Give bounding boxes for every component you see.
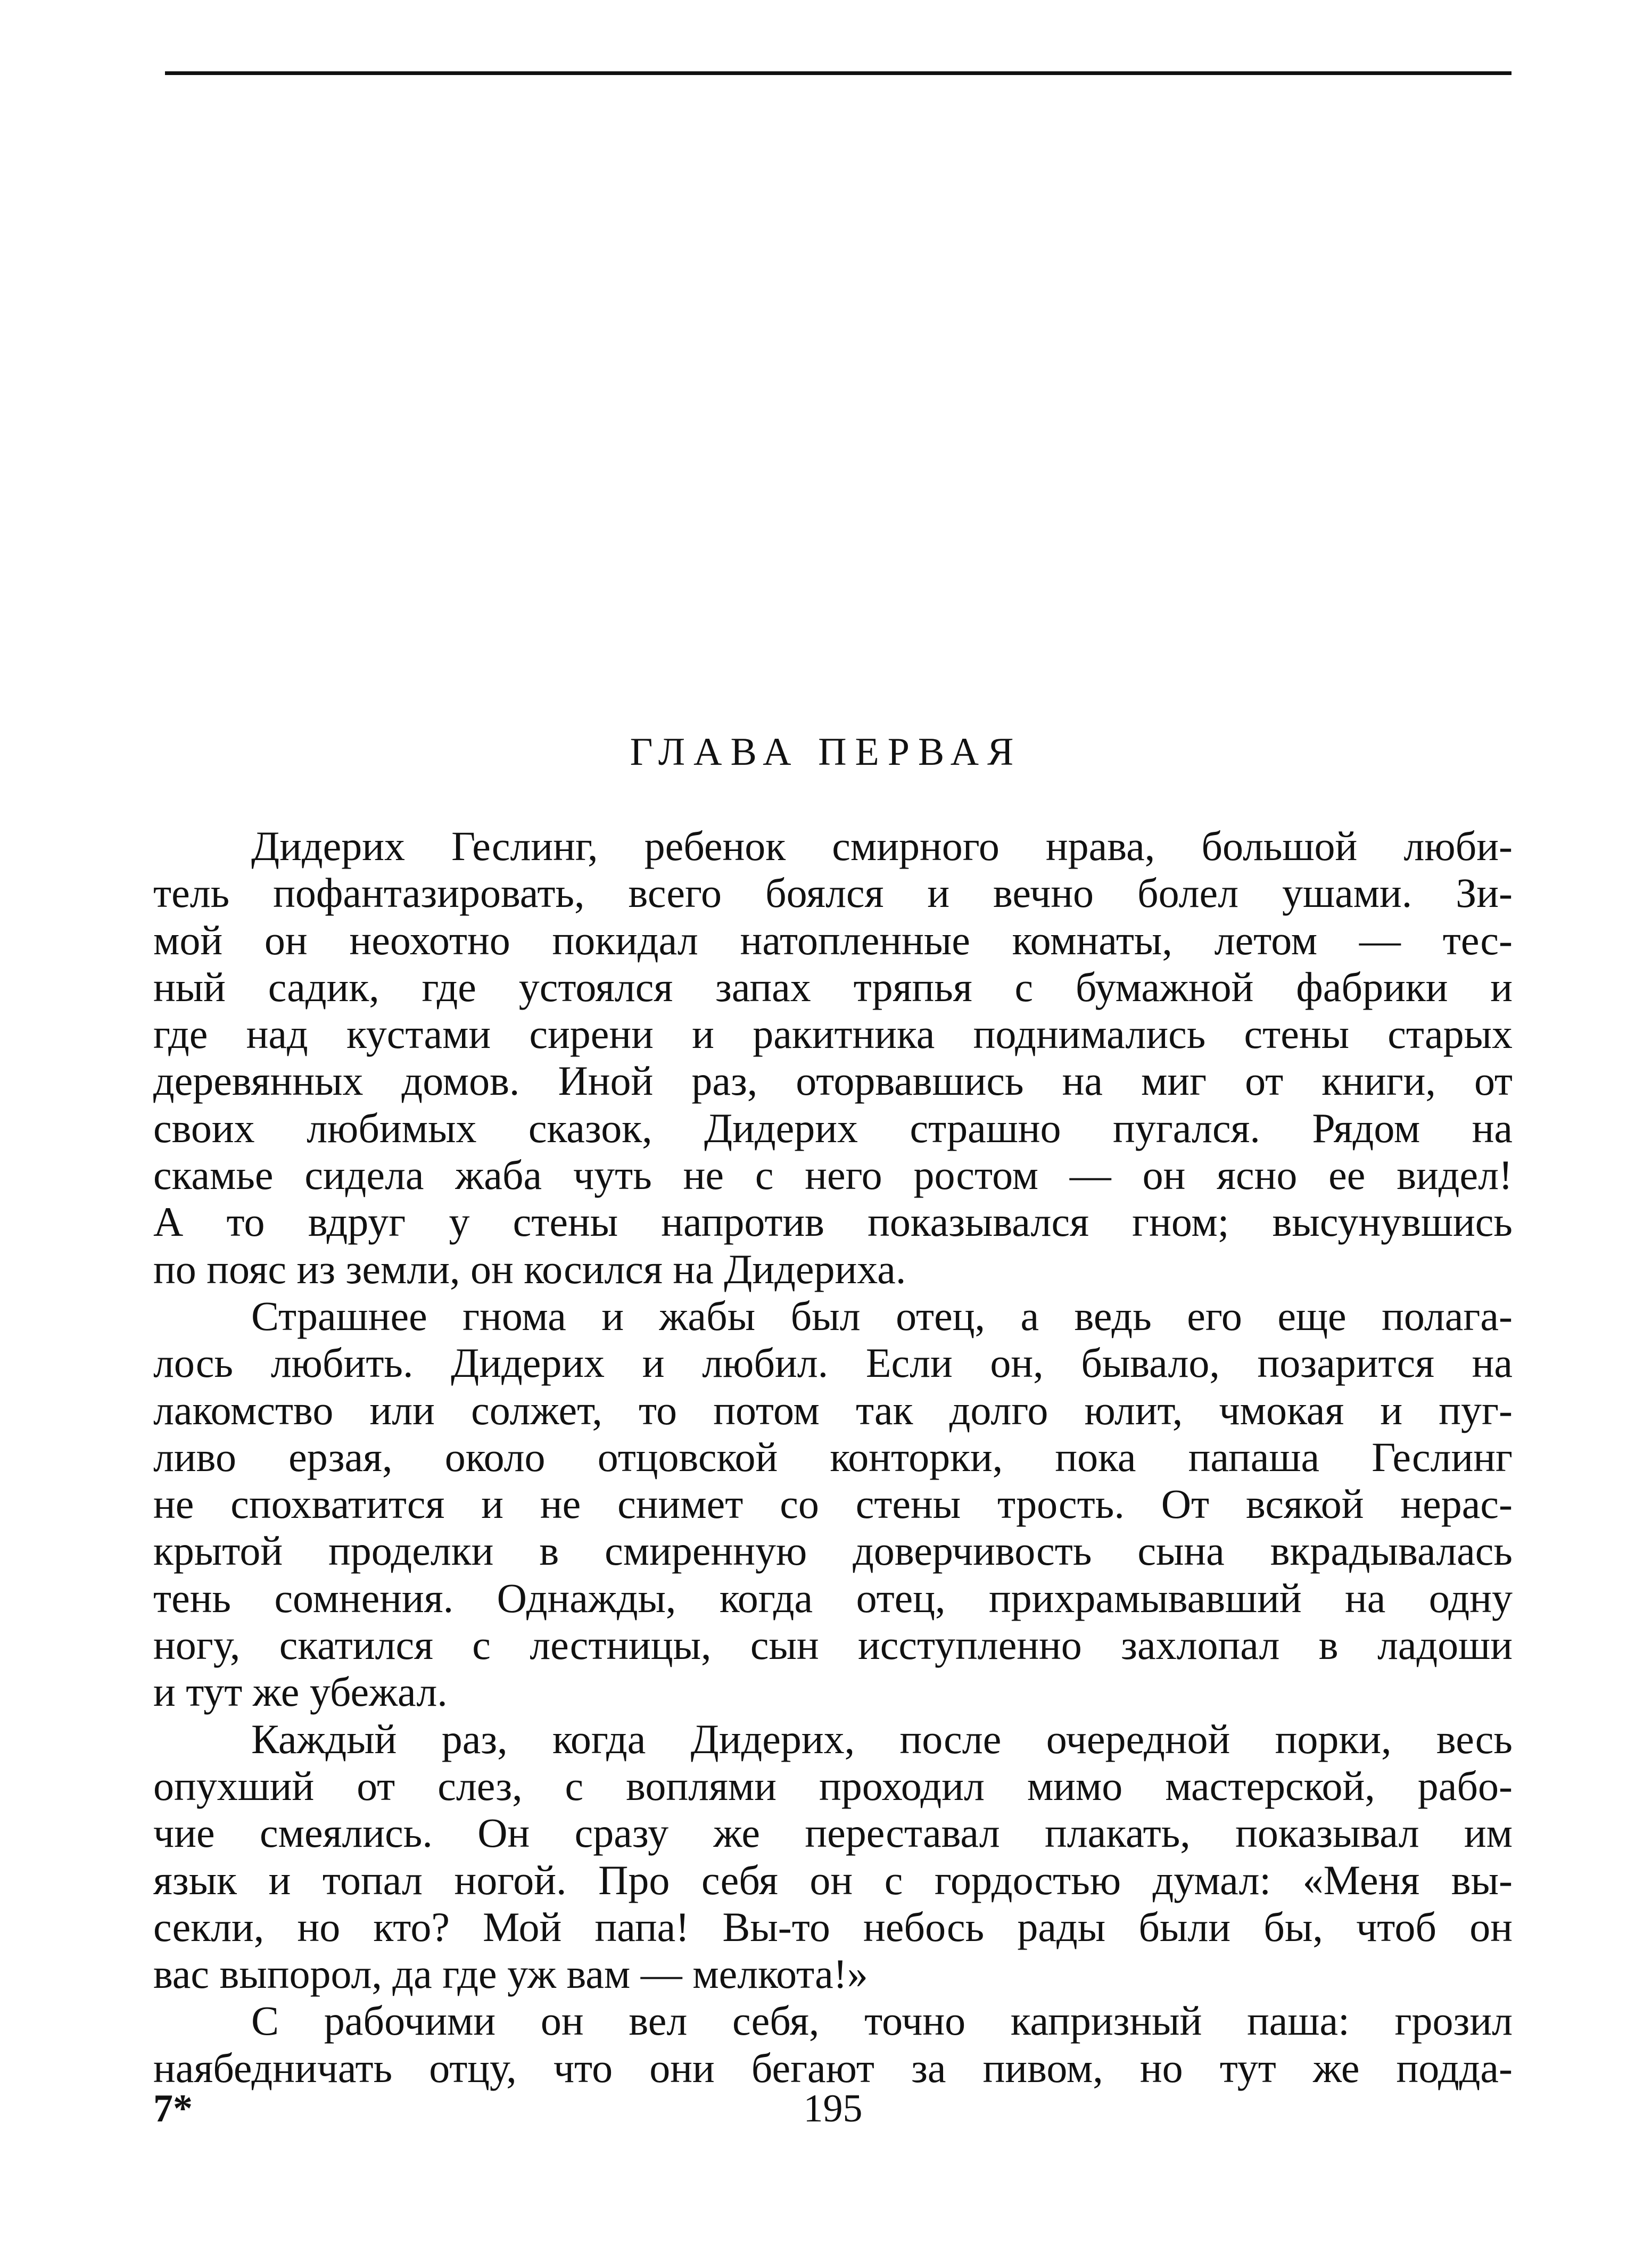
paragraph (153, 1293, 1513, 1716)
text-line: лакомство или солжет, то потом так долго юлит, чмокая и пуг- (153, 1386, 1513, 1433)
text-line: чие смеялись. Он сразу же переставал плакать, показывал им (153, 1810, 1513, 1856)
body-text (153, 823, 1513, 2092)
paragraph (153, 1716, 1513, 1998)
paragraph (153, 1997, 1513, 2092)
text-line: Страшнее гнома и жабы был отец, а ведь его еще полага- (251, 1292, 1513, 1339)
text-line: мой он неохотно покидал натопленные комнаты, летом — тес- (153, 916, 1513, 963)
text-line: своих любимых сказок, Дидерих страшно пугался. Рядом на (153, 1104, 1513, 1151)
text-line: С рабочими он вел себя, точно капризный паша: грозил (251, 1997, 1513, 2044)
page-number: 195 (803, 2087, 863, 2130)
text-line: ливо ерзая, около отцовской конторки, пока папаша Геслинг (153, 1433, 1513, 1480)
text-line: по пояс из земли, он косился на Дидериха. (153, 1245, 906, 1292)
text-line: опухший от слез, с воплями проходил мимо мастерской, рабо- (153, 1762, 1513, 1809)
text-line: А то вдруг у стены напротив показывался гном; высунувшись (153, 1199, 1513, 1245)
chapter-title: ГЛАВА ПЕРВАЯ (630, 730, 1022, 774)
text-line: тель пофантазировать, всего боялся и вечно болел ушами. Зи- (153, 870, 1513, 916)
text-line: Дидерих Геслинг, ребенок смирного нрава, большой люби- (251, 823, 1513, 869)
page-footer (153, 2082, 1513, 2135)
text-line: наябедничать отцу, что они бегают за пивом, но тут же подда- (153, 2044, 1513, 2091)
signature-mark: 7* (153, 2087, 193, 2130)
text-line: секли, но кто? Мой папа! Вы-то небось рады были бы, чтоб он (153, 1903, 1513, 1950)
text-line: язык и топал ногой. Про себя он с гордостью думал: «Меня вы- (153, 1856, 1513, 1903)
top-rule (165, 71, 1511, 75)
text-line: где над кустами сирени и ракитника поднимались стены старых (153, 1011, 1513, 1058)
text-line: деревянных домов. Иной раз, оторвавшись на миг от книги, от (153, 1058, 1513, 1104)
text-line: Каждый раз, когда Дидерих, после очередной порки, весь (251, 1715, 1513, 1762)
text-line: скамье сидела жаба чуть не с него ростом — он ясно ее видел! (153, 1152, 1513, 1199)
text-line: ный садик, где устоялся запах тряпья с бумажной фабрики и (153, 963, 1513, 1010)
text-line: вас выпорол, да где уж вам — мелкота!» (153, 1951, 868, 1997)
text-line: и тут же убежал. (153, 1669, 448, 1715)
paragraph (153, 823, 1513, 1293)
text-line: не спохватится и не снимет со стены трость. От всякой нерас- (153, 1481, 1513, 1527)
text-line: крытой проделки в смиренную доверчивость сына вкрадывалась (153, 1527, 1513, 1574)
text-line: лось любить. Дидерих и любил. Если он, бывало, позарится на (153, 1340, 1513, 1386)
text-line: тень сомнения. Однажды, когда отец, прихрамывавший на одну (153, 1574, 1513, 1621)
text-line: ногу, скатился с лестницы, сын исступленно захлопал в ладоши (153, 1622, 1513, 1669)
